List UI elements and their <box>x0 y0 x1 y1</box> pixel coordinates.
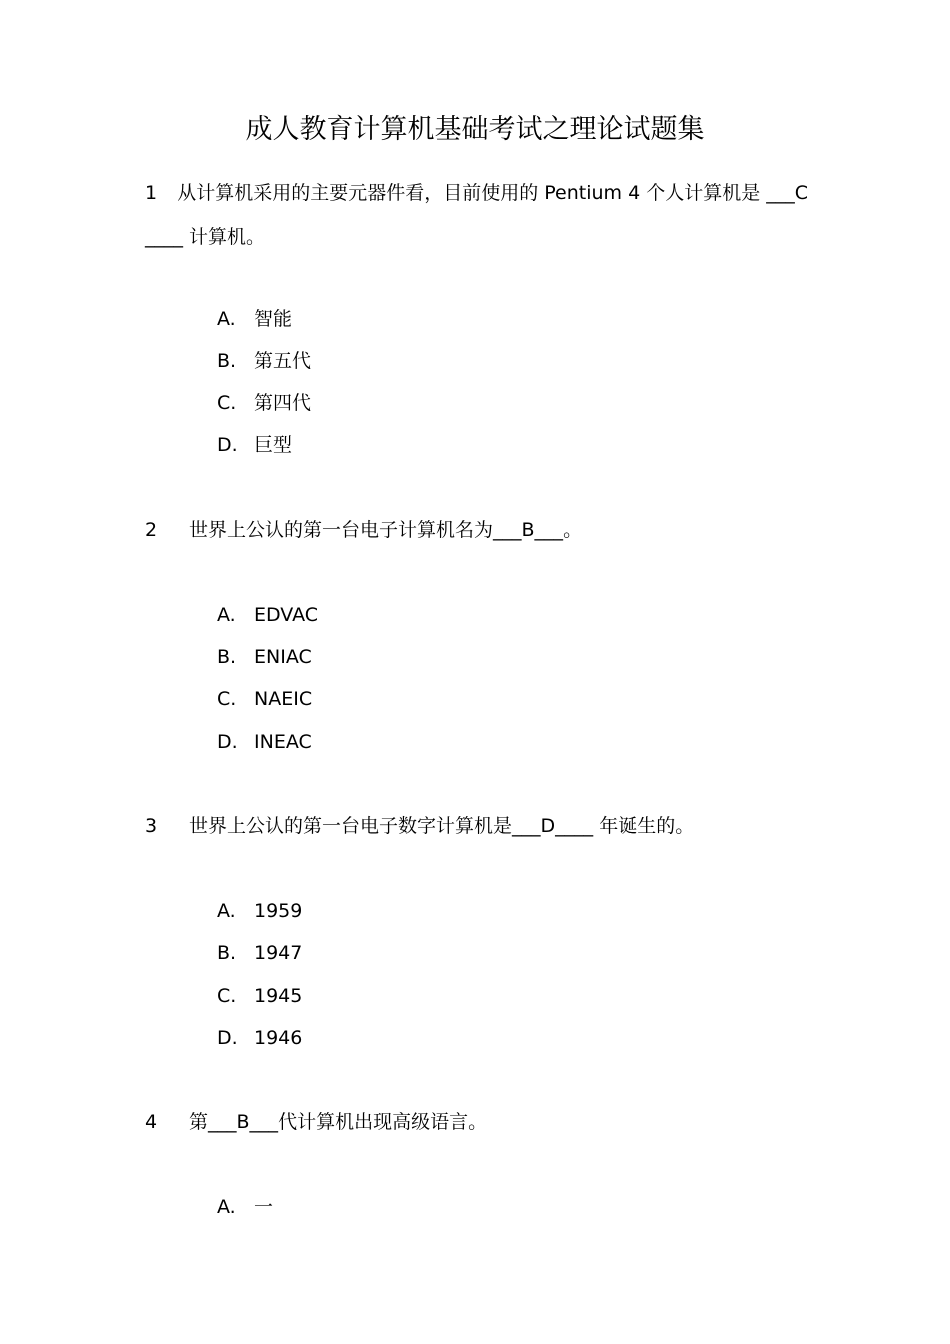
option-text: 第四代 <box>254 392 312 414</box>
option-text: 巨型 <box>254 434 293 456</box>
option-b <box>217 644 312 670</box>
option-c <box>217 686 312 712</box>
page-title: 成人教育计算机基础考试之理论试题集 <box>245 114 705 145</box>
option-text: 1945 <box>254 985 303 1007</box>
option-text: 智能 <box>254 308 293 330</box>
question-1-line-1 <box>145 180 808 206</box>
option-letter: D. <box>217 731 238 753</box>
option-a <box>217 306 292 332</box>
option-c <box>217 983 302 1009</box>
option-d <box>217 432 292 458</box>
question-3-line <box>145 813 694 839</box>
option-letter: D. <box>217 1027 238 1049</box>
option-letter: A. <box>217 1196 236 1218</box>
option-text: EDVAC <box>254 604 319 626</box>
option-letter: B. <box>217 350 237 372</box>
question-text: 代计算机出现高级语言。 <box>278 1111 488 1133</box>
option-letter: C. <box>217 985 237 1007</box>
option-letter: B. <box>217 942 237 964</box>
question-text: 年诞生的。 <box>599 815 695 837</box>
option-text: ENIAC <box>254 646 312 668</box>
option-b <box>217 348 311 374</box>
option-letter: D. <box>217 434 238 456</box>
option-letter: A. <box>217 308 236 330</box>
answer-blank: ____ <box>145 226 183 248</box>
option-d <box>217 729 312 755</box>
question-text: 世界上公认的第一台电子计算机名为 <box>189 519 494 541</box>
option-text: 1946 <box>254 1027 303 1049</box>
question-text: 世界上公认的第一台电子数字计算机是 <box>189 815 513 837</box>
option-letter: A. <box>217 604 236 626</box>
option-a <box>217 1194 273 1220</box>
option-letter: C. <box>217 392 237 414</box>
question-text: 。 <box>563 519 583 541</box>
question-text: 从计算机采用的主要元器件看，目前使用的 <box>177 182 539 204</box>
option-text: 一 <box>254 1196 274 1218</box>
question-4-line <box>145 1109 487 1135</box>
answer-blank: ___B___ <box>208 1111 279 1133</box>
question-number: 2 <box>145 519 158 541</box>
option-d <box>217 1025 302 1051</box>
question-text: 第 <box>189 1111 209 1133</box>
option-text: INEAC <box>254 731 312 753</box>
question-number: 4 <box>145 1111 158 1133</box>
question-number: 1 <box>145 182 158 204</box>
option-text: NAEIC <box>254 688 313 710</box>
answer-blank: ___D____ <box>512 815 600 837</box>
option-text: 1959 <box>254 900 303 922</box>
option-letter: A. <box>217 900 236 922</box>
option-b <box>217 940 302 966</box>
answer-blank: ___C <box>766 182 809 204</box>
option-text: 第五代 <box>254 350 312 372</box>
question-2-line <box>145 517 582 543</box>
option-a <box>217 898 302 924</box>
question-number: 3 <box>145 815 158 837</box>
question-text: Pentium 4 <box>544 182 641 204</box>
option-letter: B. <box>217 646 237 668</box>
question-1-line-2 <box>145 224 265 250</box>
option-c <box>217 390 311 416</box>
option-text: 1947 <box>254 942 303 964</box>
question-text: 个人计算机是 <box>646 182 761 204</box>
question-text: 计算机。 <box>189 226 266 248</box>
option-letter: C. <box>217 688 237 710</box>
answer-blank: ___B___ <box>493 519 564 541</box>
option-a <box>217 602 318 628</box>
